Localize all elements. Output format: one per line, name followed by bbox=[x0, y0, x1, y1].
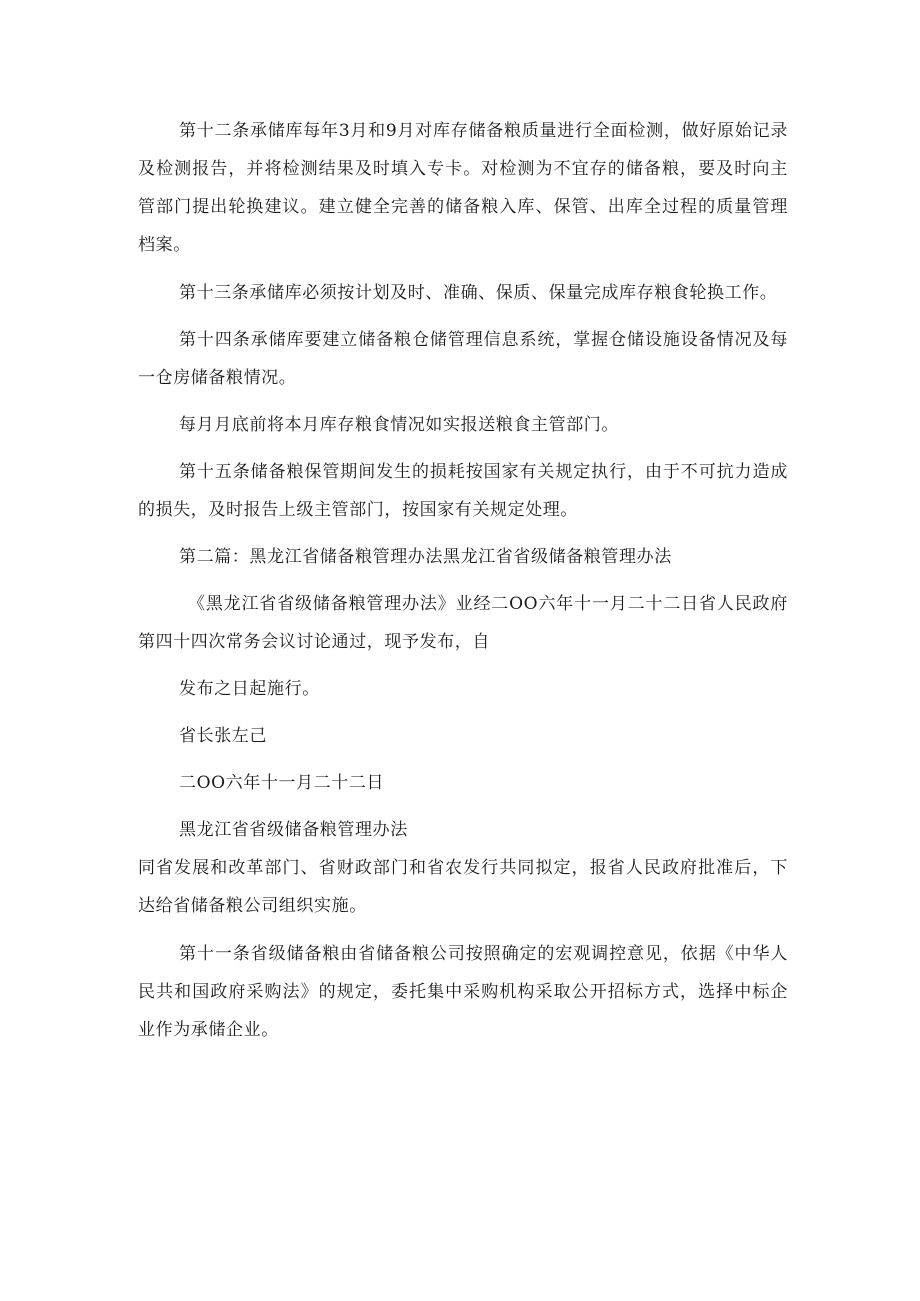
paragraph-effective-date: 发布之日起施行。 bbox=[179, 679, 320, 699]
section-heading-part-two: 第二篇：黑龙江省储备粮管理办法黑龙江省省级储备粮管理办法 bbox=[179, 547, 672, 567]
paragraph-article-14: 第十四条承储库要建立储备粮仓储管理信息系统，掌握仓储设施设备情况及每一仓房储备粮情况。 bbox=[138, 330, 788, 388]
paragraph-joint-drafting: 同省发展和改革部门、省财政部门和省农发行共同拟定，报省人民政府批准后，下达给省储备粮公司组织实施。 bbox=[138, 858, 788, 916]
signatory-governor: 省长张左己 bbox=[179, 726, 267, 746]
paragraph-article-13: 第十三条承储库必须按计划及时、准确、保质、保量完成库存粮食轮换工作。 bbox=[179, 283, 778, 303]
signature-date: 二OO六年十一月二十二日 bbox=[179, 773, 385, 793]
paragraph-monthly-report: 每月月底前将本月库存粮食情况如实报送粮食主管部门。 bbox=[179, 415, 619, 435]
paragraph-article-12: 第十二条承储库每年3月和9月对库存储备粮质量进行全面检测，做好原始记录及检测报告，并将检测结果及时填入专卡。对检测为不宜存的储备粮，要及时向主管部门提出轮换建议。建立健全完善的储备粮入库、保管、出库全过程的质量管理档案。 bbox=[138, 121, 788, 255]
paragraph-article-11: 第十一条省级储备粮由省储备粮公司按照确定的宏观调控意见，依据《中华人民共和国政府采购法》的规定，委托集中采购机构采取公开招标方式，选择中标企业作为承储企业。 bbox=[138, 944, 788, 1040]
paragraph-article-15: 第十五条储备粮保管期间发生的损耗按国家有关规定执行，由于不可抗力造成的损失，及时报告上级主管部门，按国家有关规定处理。 bbox=[138, 462, 788, 520]
document-title: 黑龙江省省级储备粮管理办法 bbox=[179, 820, 408, 840]
document-body bbox=[138, 112, 788, 1049]
paragraph-promulgation: 《黑龙江省省级储备粮管理办法》业经二OO六年十一月二十二日省人民政府第四十四次常务会议讨论通过，现予发布，自 bbox=[138, 594, 788, 652]
